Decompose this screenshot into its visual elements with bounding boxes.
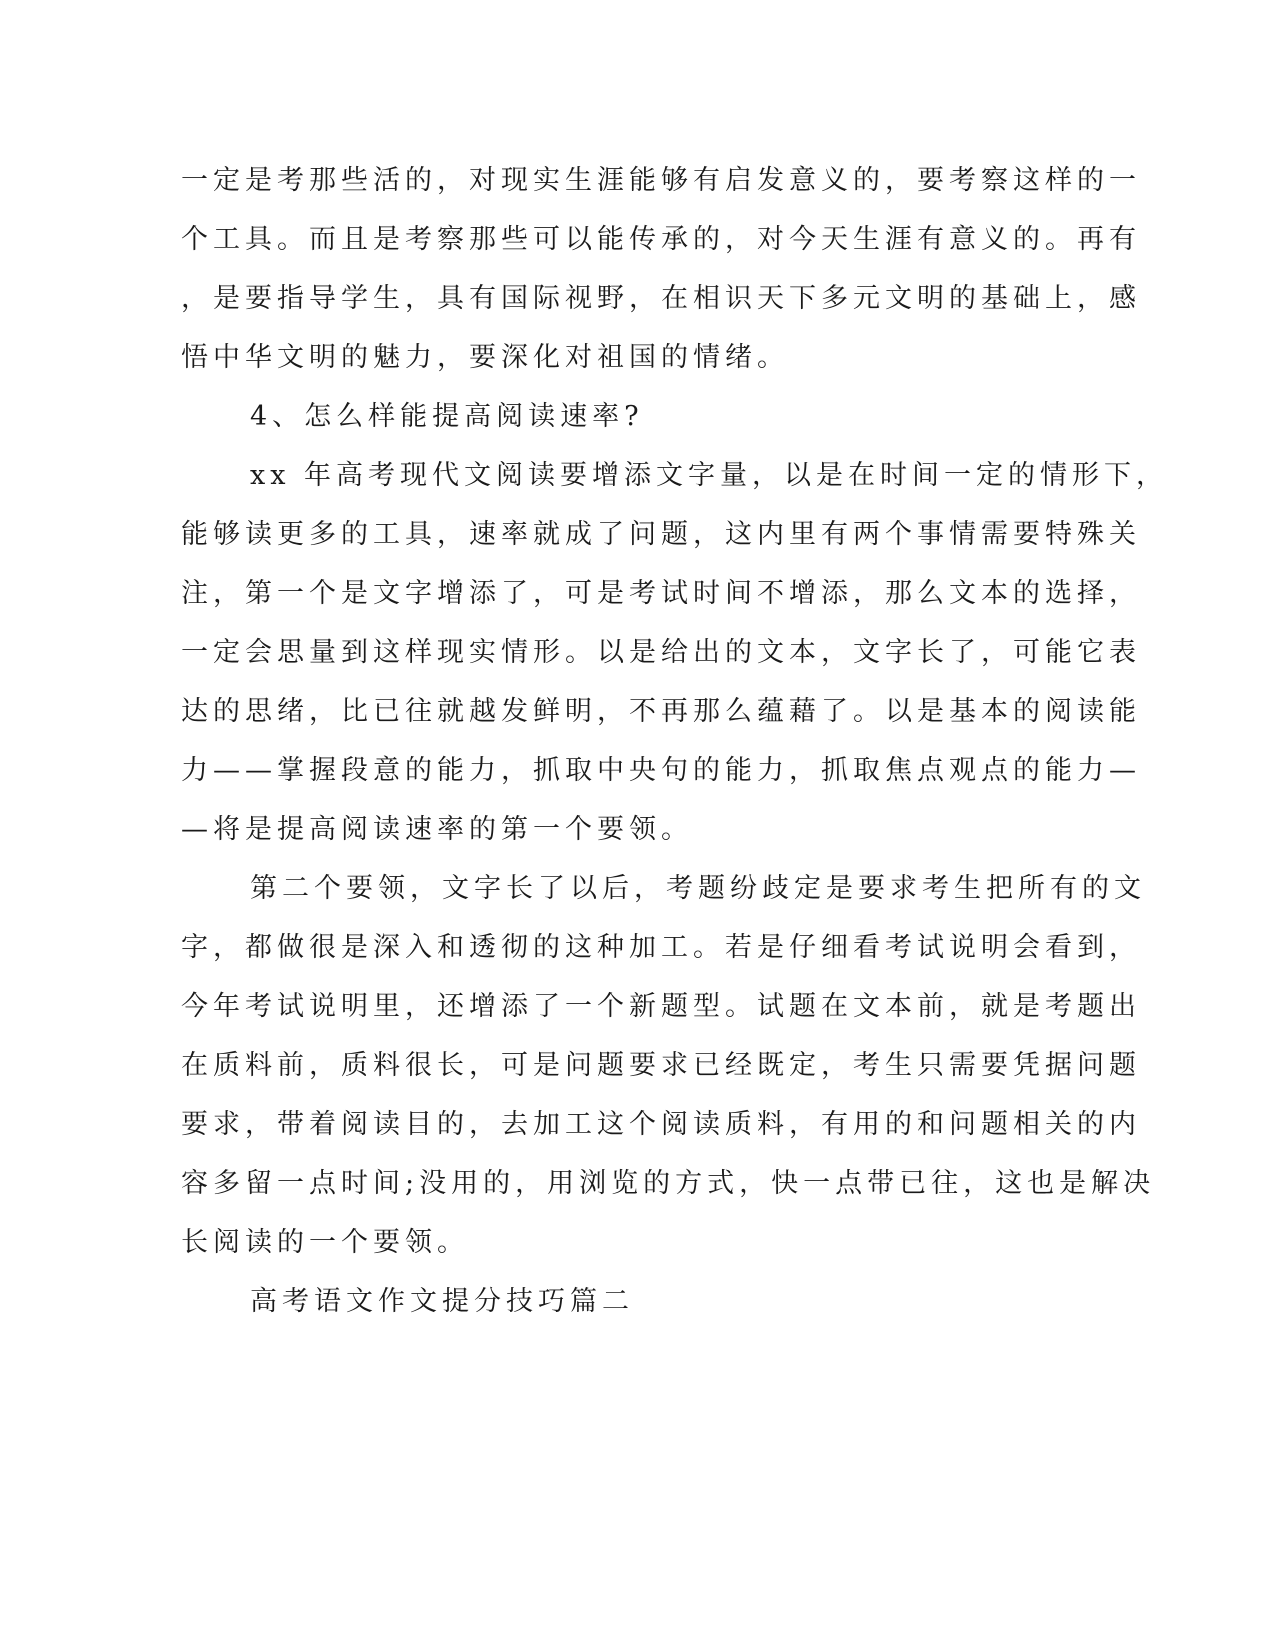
body-text-line: 注，第一个是文字增添了，可是考试时间不增添，那么文本的选择，: [181, 578, 1141, 609]
body-text-line: 今年考试说明里，还增添了一个新题型。试题在文本前，就是考题出: [181, 991, 1141, 1022]
body-text-line: 第二个要领，文字长了以后，考题纷歧定是要求考生把所有的文: [250, 873, 1146, 904]
body-text-line: 达的思绪，比已往就越发鲜明，不再那么蕴藉了。以是基本的阅读能: [181, 696, 1141, 727]
body-text-line: 个工具。而且是考察那些可以能传承的，对今天生涯有意义的。再有: [181, 224, 1141, 255]
body-text-line: 容多留一点时间;没用的，用浏览的方式，快一点带已往，这也是解决: [181, 1168, 1156, 1199]
body-text-line: 一定会思量到这样现实情形。以是给出的文本，文字长了，可能它表: [181, 637, 1141, 668]
body-text-line: 悟中华文明的魅力，要深化对祖国的情绪。: [181, 342, 789, 373]
body-text-line: 字，都做很是深入和透彻的这种加工。若是仔细看考试说明会看到，: [181, 932, 1141, 963]
body-text-line: 要求，带着阅读目的，去加工这个阅读质料，有用的和问题相关的内: [181, 1109, 1141, 1140]
body-text-line: 能够读更多的工具，速率就成了问题，这内里有两个事情需要特殊关: [181, 519, 1141, 550]
section-heading: 高考语文作文提分技巧篇二: [250, 1286, 634, 1317]
body-text-line: —将是提高阅读速率的第一个要领。: [181, 814, 693, 845]
body-text-line: xx 年高考现代文阅读要增添文字量，以是在时间一定的情形下，: [250, 460, 1169, 491]
section-heading: 4、怎么样能提高阅读速率?: [250, 401, 644, 432]
body-text-line: ，是要指导学生，具有国际视野，在相识天下多元文明的基础上，感: [181, 283, 1141, 314]
body-text-line: 一定是考那些活的，对现实生涯能够有启发意义的，要考察这样的一: [181, 165, 1141, 196]
body-text-line: 在质料前，质料很长，可是问题要求已经既定，考生只需要凭据问题: [181, 1050, 1141, 1081]
body-text-line: 长阅读的一个要领。: [181, 1227, 469, 1258]
body-text-line: 力——掌握段意的能力，抓取中央句的能力，抓取焦点观点的能力—: [181, 755, 1141, 786]
